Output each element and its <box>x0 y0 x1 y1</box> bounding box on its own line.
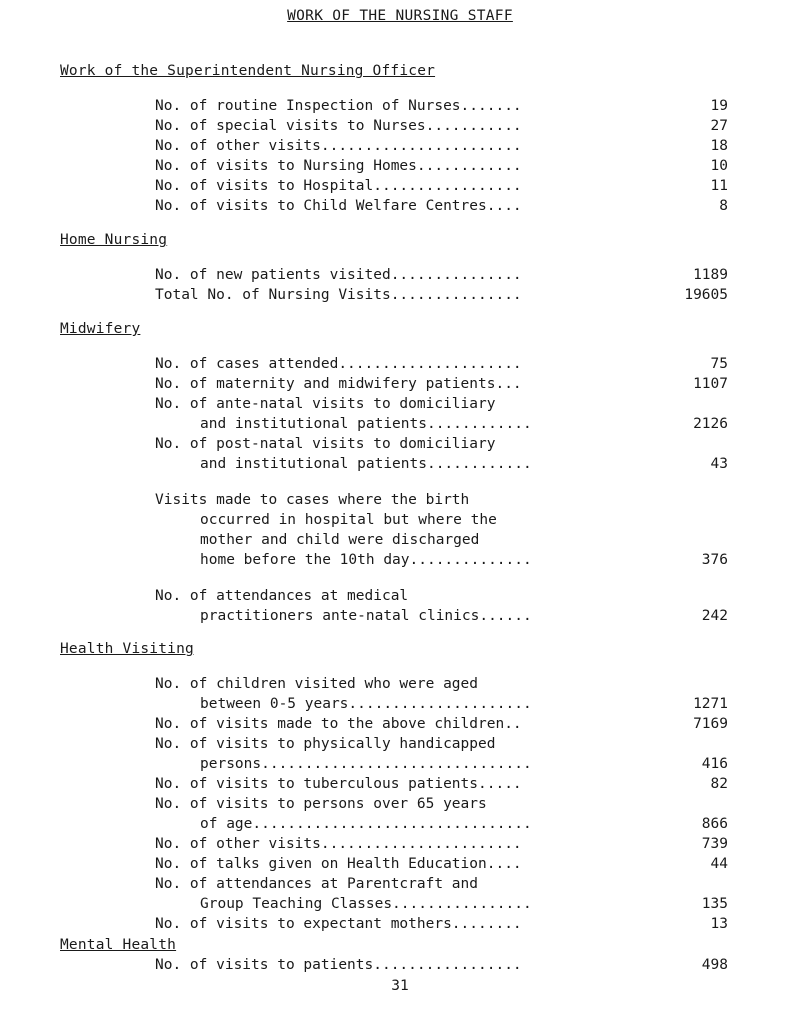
row-label: No. of maternity and midwifery patients... <box>155 376 522 392</box>
table-row <box>155 356 728 376</box>
table-row <box>155 178 728 198</box>
row-value: 416 <box>701 756 728 772</box>
table-row <box>155 267 728 287</box>
row-label: No. of children visited who were aged <box>155 676 479 692</box>
row-value: 2126 <box>693 416 728 432</box>
row-label: No. of visits to tuberculous patients..... <box>155 776 522 792</box>
table-row <box>200 608 728 628</box>
row-value: 13 <box>710 916 728 932</box>
row-value: 44 <box>710 856 728 872</box>
table-row <box>155 676 728 696</box>
table-row <box>155 376 728 396</box>
row-label: No. of visits to Hospital................. <box>155 178 522 194</box>
table-row <box>155 916 728 936</box>
row-label: No. of visits to patients................. <box>155 957 522 973</box>
table-row <box>155 396 728 416</box>
row-label: No. of visits to persons over 65 years <box>155 796 487 812</box>
row-label: No. of attendances at Parentcraft and <box>155 876 479 892</box>
row-label: persons............................... <box>200 756 532 772</box>
row-label: No. of visits to expectant mothers........ <box>155 916 522 932</box>
row-label: practitioners ante-natal clinics...... <box>200 608 532 624</box>
table-row <box>200 896 728 916</box>
table-row <box>155 287 728 307</box>
row-value: 866 <box>701 816 728 832</box>
row-value: 18 <box>710 138 728 154</box>
row-label: No. of visits to Nursing Homes............ <box>155 158 522 174</box>
section-heading-mental-health: Mental Health <box>60 937 177 953</box>
row-label: No. of ante-natal visits to domiciliary <box>155 396 496 412</box>
section-heading-health-visiting: Health Visiting <box>60 641 194 657</box>
table-row <box>155 876 728 896</box>
row-value: 11 <box>710 178 728 194</box>
row-value: 376 <box>701 552 728 568</box>
row-label: No. of cases attended..................... <box>155 356 522 372</box>
table-row <box>155 98 728 118</box>
page-title: WORK OF THE NURSING STAFF <box>287 8 513 24</box>
table-row <box>155 736 728 756</box>
row-label: No. of visits to physically handicapped <box>155 736 496 752</box>
row-value: 739 <box>701 836 728 852</box>
section-heading-superintendent: Work of the Superintendent Nursing Officer <box>60 63 436 79</box>
row-value: 43 <box>710 456 728 472</box>
row-label: of age................................ <box>200 816 532 832</box>
table-row <box>155 836 728 856</box>
table-row <box>200 532 728 552</box>
table-row <box>155 796 728 816</box>
table-row <box>155 716 728 736</box>
row-value: 1271 <box>693 696 728 712</box>
section-heading-midwifery: Midwifery <box>60 321 141 337</box>
row-label: between 0-5 years..................... <box>200 696 532 712</box>
row-label: Group Teaching Classes................ <box>200 896 532 912</box>
row-value: 75 <box>710 356 728 372</box>
row-value: 19 <box>710 98 728 114</box>
row-label: No. of visits made to the above children.. <box>155 716 522 732</box>
page-number: 31 <box>391 978 409 994</box>
table-row <box>155 588 728 608</box>
row-value: 1107 <box>693 376 728 392</box>
row-value: 135 <box>701 896 728 912</box>
row-label: Visits made to cases where the birth <box>155 492 470 508</box>
table-row <box>200 512 728 532</box>
table-row <box>200 552 728 572</box>
section-heading-home-nursing: Home Nursing <box>60 232 168 248</box>
table-row <box>200 416 728 436</box>
row-label: No. of new patients visited............... <box>155 267 522 283</box>
table-row <box>155 776 728 796</box>
row-value: 498 <box>701 957 728 973</box>
row-label: Total No. of Nursing Visits............... <box>155 287 522 303</box>
row-value: 7169 <box>693 716 728 732</box>
table-row <box>200 816 728 836</box>
row-value: 242 <box>701 608 728 624</box>
table-row <box>200 756 728 776</box>
row-label: No. of other visits....................... <box>155 138 522 154</box>
table-row <box>155 158 728 178</box>
table-row <box>155 957 728 977</box>
table-row <box>155 436 728 456</box>
table-row <box>155 198 728 218</box>
table-row <box>155 118 728 138</box>
row-label: No. of routine Inspection of Nurses....... <box>155 98 522 114</box>
table-row <box>155 138 728 158</box>
row-value: 1189 <box>693 267 728 283</box>
row-value: 19605 <box>684 287 728 303</box>
row-label: No. of visits to Child Welfare Centres.... <box>155 198 522 214</box>
row-value: 27 <box>710 118 728 134</box>
row-label: mother and child were discharged <box>200 532 480 548</box>
row-value: 8 <box>719 198 728 214</box>
row-label: and institutional patients............ <box>200 416 532 432</box>
row-label: No. of attendances at medical <box>155 588 409 604</box>
row-label: No. of talks given on Health Education.... <box>155 856 522 872</box>
row-label: home before the 10th day.............. <box>200 552 532 568</box>
row-label: No. of special visits to Nurses........... <box>155 118 522 134</box>
table-row <box>200 456 728 476</box>
table-row <box>155 856 728 876</box>
row-label: No. of other visits....................... <box>155 836 522 852</box>
row-label: occurred in hospital but where the <box>200 512 497 528</box>
row-label: No. of post-natal visits to domiciliary <box>155 436 496 452</box>
table-row <box>200 696 728 716</box>
row-label: and institutional patients............ <box>200 456 532 472</box>
row-value: 82 <box>710 776 728 792</box>
table-row <box>155 492 728 512</box>
row-value: 10 <box>710 158 728 174</box>
